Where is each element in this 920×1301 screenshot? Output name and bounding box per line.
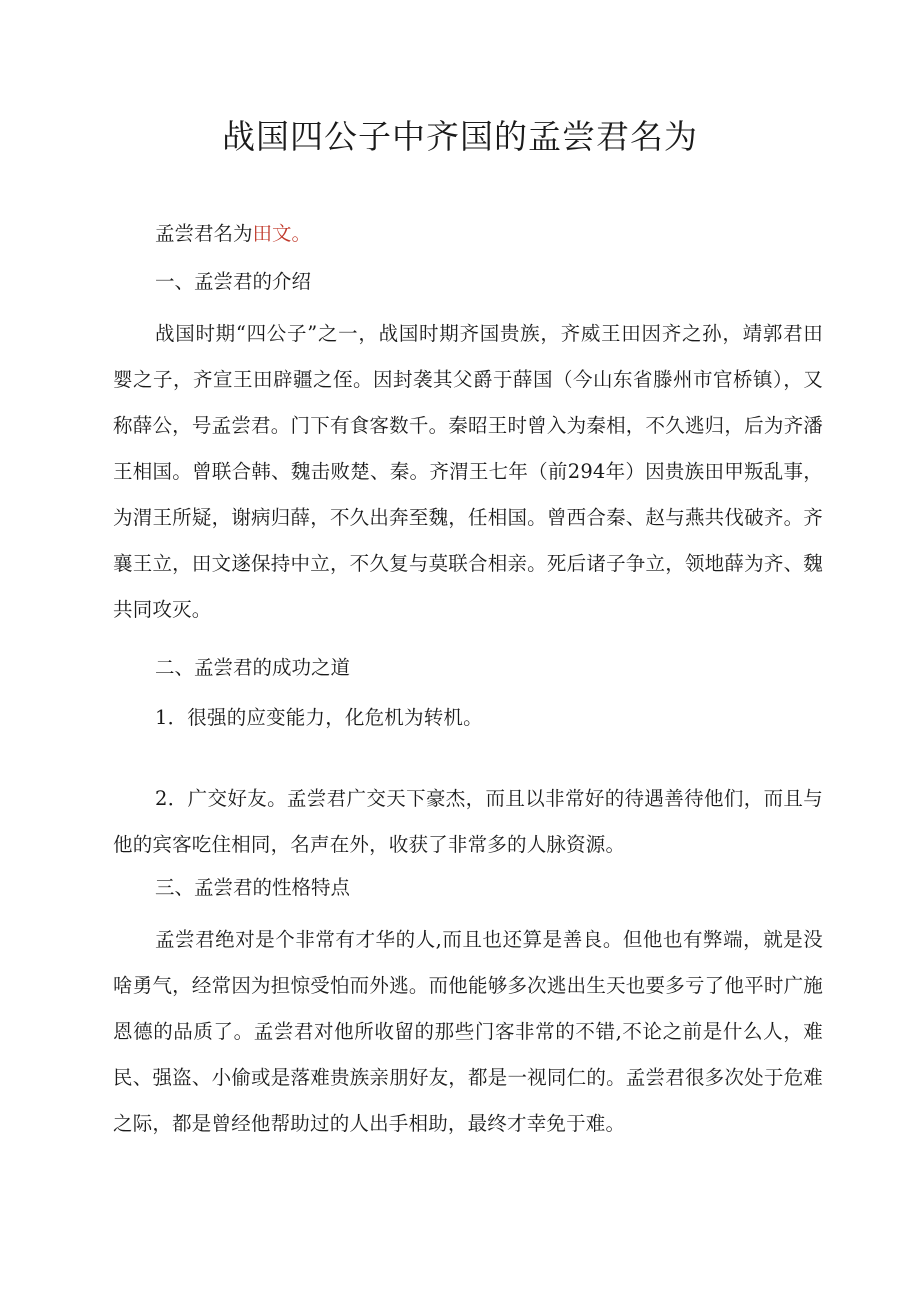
page-title: 战国四公子中齐国的孟尝君名为 [222, 117, 698, 156]
section-heading-success: 二、孟尝君的成功之道 [155, 656, 351, 679]
section-paragraph-introduction: 战国时期“四公子”之一，战国时期齐国贵族，齐威王田因齐之孙，靖郭君田婴之子，齐宣王田辟疆之侄。因封袭其父爵于薛国（今山东省滕州市官桥镇），又称薛公，号孟尝君。门下有食客数千。秦昭王时曾入为秦相，不久逃归，后为齐潘王相国。曾联合韩、魏击败楚、秦。齐渭王七年（前294年）因贵族田甲叛乱事，为渭王所疑，谢病归薛，不久出奔至魏，任相国。曾西合秦、赵与燕共伐破齐。齐襄王立，田文遂保持中立，不久复与莫联合相亲。死后诸子争立，领地薛为齐、魏共同攻灭。 [113, 322, 823, 621]
success-point-1: 1．很强的应变能力，化危机为转机。 [155, 706, 483, 729]
section-heading-introduction: 一、孟尝君的介绍 [155, 270, 312, 293]
section-paragraph-personality: 孟尝君绝对是个非常有才华的人,而且也还算是善良。但他也有弊端，就是没啥勇气，经常因为担惊受怕而外逃。而他能够多次逃出生天也要多亏了他平时广施恩德的品质了。孟尝君对他所收留的那些门客非常的不错,不论之前是什么人，难民、强盗、小偷或是落难贵族亲朋好友，都是一视同仁的。孟尝君很多次处于危难之际，都是曾经他帮助过的人出手相助，最终才幸免于难。 [113, 928, 823, 1135]
intro-line [113, 216, 865, 252]
intro-prefix: 孟尝君名为 [155, 222, 253, 245]
success-point-2: 2．广交好友。孟尝君广交天下豪杰，而且以非常好的待遇善待他们，而且与他的宾客吃住相同，名声在外，收获了非常多的人脉资源。 [113, 787, 823, 856]
section-heading-personality: 三、孟尝君的性格特点 [155, 876, 351, 899]
intro-highlight: 田文。 [252, 222, 312, 245]
